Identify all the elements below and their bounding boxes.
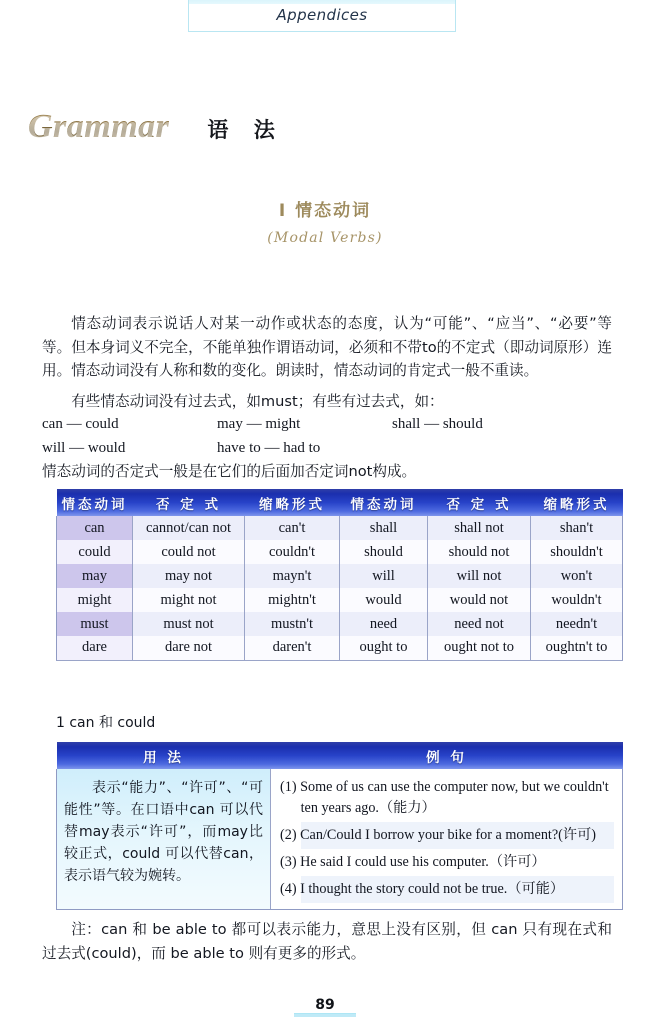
table-row (57, 769, 623, 910)
decorative-water-band (189, 0, 455, 4)
example-sentence: (2) Can/Could I borrow your bike for a moment?(许可) (301, 822, 614, 849)
verb-pair-list (42, 413, 582, 460)
column-header-examples: 例 句 (271, 742, 623, 769)
running-header-title: Appendices (276, 6, 368, 24)
cell-contraction: mightn't (245, 588, 340, 612)
cell-modal: need (340, 612, 428, 636)
page-title-chinese: 语 法 (207, 118, 284, 142)
verb-pair (392, 437, 567, 461)
cell-modal: could (57, 540, 133, 564)
table-row (57, 540, 623, 564)
usage-examples-table (56, 742, 623, 910)
column-header-negative-1: 否 定 式 (133, 489, 245, 516)
table-row (57, 564, 623, 588)
modal-negatives-table (56, 489, 623, 661)
table-header-row (57, 489, 623, 516)
cell-examples (271, 769, 623, 910)
paragraph-note: 注：can 和 be able to 都可以表示能力，意思上没有区别，但 can 只有现在式和过去式(could)，而 be able to 则有更多的形式。 (42, 921, 612, 962)
cell-contraction: shan't (531, 516, 623, 540)
example-sentence: (4) I thought the story could not be true.（可能） (301, 876, 614, 903)
section-heading (0, 196, 650, 246)
cell-modal: dare (57, 636, 133, 660)
cell-contraction: won't (531, 564, 623, 588)
paragraph-past-forms-lead: 有些情态动词没有过去式，如must；有些有过去式，如： (71, 393, 444, 410)
verb-pair-row (42, 413, 582, 437)
cell-negative: ought not to (428, 636, 531, 660)
page-title (28, 108, 284, 146)
cell-contraction: daren't (245, 636, 340, 660)
table-row (57, 636, 623, 660)
table-header-row (57, 742, 623, 769)
paragraph-negative-rule: 情态动词的否定式一般是在它们的后面加否定词not构成。 (42, 463, 417, 480)
verb-pair-row (42, 437, 582, 461)
verb-pair: shall — should (392, 416, 483, 432)
cell-contraction: shouldn't (531, 540, 623, 564)
cell-contraction: needn't (531, 612, 623, 636)
verb-pair: can — could (42, 416, 119, 432)
table-row (57, 516, 623, 540)
cell-contraction: oughtn't to (531, 636, 623, 660)
example-sentence: (3) He said I could use his computer.（许可） (280, 854, 546, 870)
table-row (57, 612, 623, 636)
verb-pair: may — might (217, 416, 301, 432)
cell-negative: may not (133, 564, 245, 588)
cell-negative: will not (428, 564, 531, 588)
table-row (57, 588, 623, 612)
cell-negative: would not (428, 588, 531, 612)
cell-negative: need not (428, 612, 531, 636)
cell-modal: might (57, 588, 133, 612)
cell-usage-description: 表示“能力”、“许可”、“可能性”等。在口语中can 可以代替may表示“许可”，而may比较正式，could 可以代替can，表示语气较为婉转。 (57, 769, 271, 910)
cell-modal: should (340, 540, 428, 564)
column-header-contraction-2: 缩略形式 (531, 489, 623, 516)
cell-negative: must not (133, 612, 245, 636)
column-header-contraction-1: 缩略形式 (245, 489, 340, 516)
cell-modal: may (57, 564, 133, 588)
column-header-negative-2: 否 定 式 (428, 489, 531, 516)
cell-negative: shall not (428, 516, 531, 540)
cell-modal: ought to (340, 636, 428, 660)
cell-modal: must (57, 612, 133, 636)
subsection-title: 1 can 和 could (56, 715, 156, 731)
cell-modal: would (340, 588, 428, 612)
running-header (188, 0, 456, 32)
cell-modal: shall (340, 516, 428, 540)
paragraph-intro: 情态动词表示说话人对某一动作或状态的态度，认为“可能”、“应当”、“必要”等等。但本身词义不完全，不能单独作谓语动词，必须和不带to的不定式（即动词原形）连用。情态动词没有人称和数的变化。朗读时，情态动词的肯定式一般不重读。 (42, 315, 612, 379)
cell-negative: dare not (133, 636, 245, 660)
cell-contraction: mayn't (245, 564, 340, 588)
section-heading-chinese: I 情态动词 (278, 201, 372, 221)
cell-contraction: wouldn't (531, 588, 623, 612)
cell-contraction: couldn't (245, 540, 340, 564)
page-title-english: Grammar (28, 108, 170, 145)
cell-negative: should not (428, 540, 531, 564)
verb-pair: have to — had to (217, 439, 321, 456)
cell-modal: can (57, 516, 133, 540)
cell-contraction: mustn't (245, 612, 340, 636)
cell-negative: could not (133, 540, 245, 564)
cell-negative: might not (133, 588, 245, 612)
verb-pair: will — would (42, 439, 126, 456)
column-header-modal-2: 情态动词 (340, 489, 428, 516)
section-heading-english: (Modal Verbs) (267, 230, 383, 246)
cell-contraction: can't (245, 516, 340, 540)
page-number-rule (294, 1014, 356, 1017)
page-number: 89 (294, 994, 356, 1017)
cell-modal: will (340, 564, 428, 588)
column-header-usage: 用 法 (57, 742, 271, 769)
column-header-modal-1: 情态动词 (57, 489, 133, 516)
example-sentence: (1) Some of us can use the computer now, but we couldn't ten years ago.（能力） (280, 779, 609, 816)
cell-negative: cannot/can not (133, 516, 245, 540)
